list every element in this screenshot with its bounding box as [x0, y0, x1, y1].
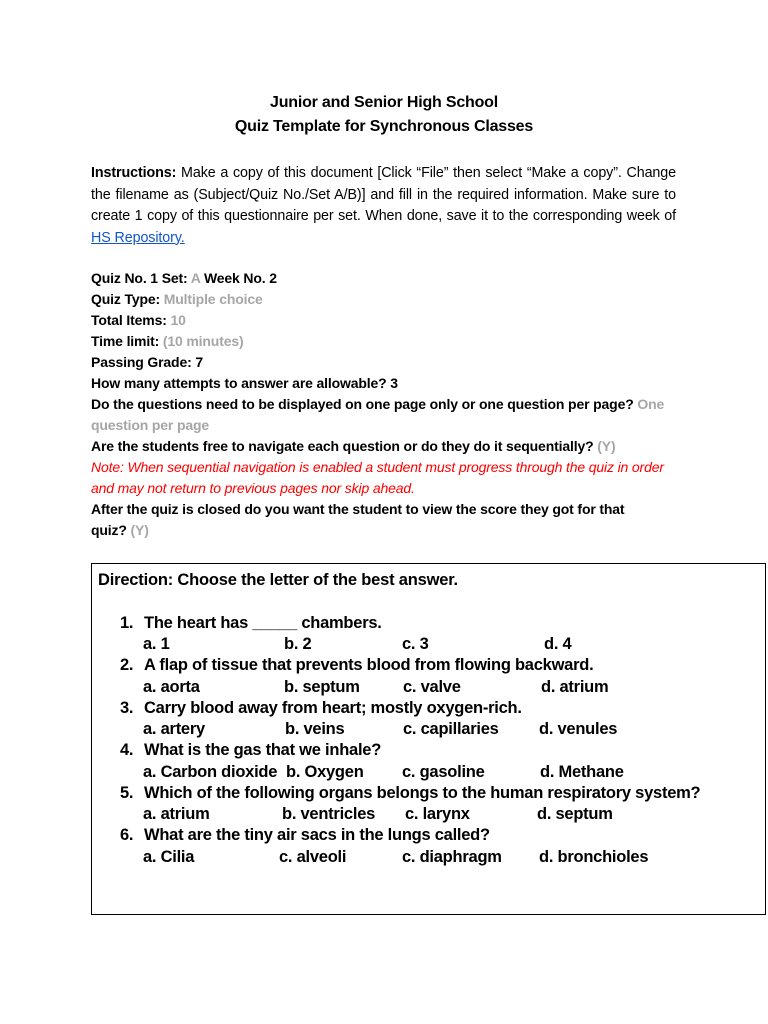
option: d. Methane — [540, 763, 624, 781]
quiz-type-value: Multiple choice — [163, 291, 263, 307]
navigation-note: Note: When sequential navigation is enabled a student must progress through the quiz in order and may not return to previous pages nor skip ahead. — [91, 459, 664, 496]
option: a. 1 — [143, 635, 170, 653]
option: c. larynx — [405, 805, 470, 823]
option: c. valve — [403, 678, 461, 696]
question-4: 4. What is the gas that we inhale? — [120, 741, 382, 759]
option: b. Oxygen — [286, 763, 364, 781]
navigate-line: Are the students free to navigate each question or do they do it sequentially? (Y) — [91, 438, 616, 454]
option: a. aorta — [143, 678, 200, 696]
set-value: A — [190, 270, 201, 286]
display-value: One question per page — [91, 396, 665, 433]
hs-repository-link[interactable]: HS Repository. — [91, 229, 185, 246]
quiz-box — [91, 563, 766, 915]
option: d. 4 — [544, 635, 572, 653]
instructions-paragraph — [91, 163, 676, 249]
option: b. ventricles — [282, 805, 376, 823]
option: a. Cilia — [143, 848, 195, 866]
question-6: 6. What are the tiny air sacs in the lungs called? — [120, 826, 490, 844]
total-items-value: 10 — [170, 312, 186, 328]
attempts-line: How many attempts to answer are allowable? 3 — [91, 375, 398, 391]
option: b. 2 — [284, 635, 312, 653]
time-limit-line: Time limit: (10 minutes) — [91, 333, 244, 349]
question-1: 1. The heart has _____ chambers. — [120, 614, 382, 632]
option: c. capillaries — [403, 720, 499, 738]
option: a. Carbon dioxide — [143, 763, 278, 781]
option: c. 3 — [402, 635, 429, 653]
quiz-type-line: Quiz Type: Multiple choice — [91, 291, 263, 307]
instructions-label: Instructions: — [91, 165, 177, 181]
option: b. veins — [285, 720, 345, 738]
option: d. septum — [537, 805, 613, 823]
option: b. septum — [284, 678, 360, 696]
option: a. artery — [143, 720, 205, 738]
display-line: Do the questions need to be displayed on one page only or one question per page? One question per page — [91, 396, 665, 433]
score-line: After the quiz is closed do you want the student to view the score they got for that quiz? (Y) — [91, 501, 625, 538]
option: c. gasoline — [402, 763, 485, 781]
question-2: 2. A flap of tissue that prevents blood from flowing backward. — [120, 656, 594, 674]
passing-grade-line: Passing Grade: 7 — [91, 354, 203, 370]
time-limit-value: (10 minutes) — [162, 333, 244, 349]
question-3: 3. Carry blood away from heart; mostly oxygen-rich. — [120, 699, 522, 717]
option: c. diaphragm — [402, 848, 502, 866]
school-title: Junior and Senior High School — [270, 94, 498, 111]
option: d. bronchioles — [539, 848, 649, 866]
navigate-value: (Y) — [597, 438, 616, 454]
quiz-info — [91, 268, 691, 541]
option: c. alveoli — [279, 848, 347, 866]
instructions-text: Make a copy of this document [Click “File” then select “Make a copy”. Change the filename as (Subject/Quiz No./Set A/B)] and fill in the required information. Make sure to create 1 copy of this questionnaire per set. When done, save it to the corresponding week of — [91, 165, 676, 224]
quiz-direction: Direction: Choose the letter of the best answer. — [98, 571, 458, 589]
question-5: 5. Which of the following organs belongs to the human respiratory system? — [120, 784, 701, 802]
total-items-line: Total Items: 10 — [91, 312, 186, 328]
option: a. atrium — [143, 805, 210, 823]
option: d. atrium — [541, 678, 609, 696]
option: d. venules — [539, 720, 618, 738]
score-value: (Y) — [130, 522, 149, 538]
template-title: Quiz Template for Synchronous Classes — [234, 118, 534, 135]
quiz-set-week-line: Quiz No. 1 Set: A Week No. 2 — [91, 270, 277, 286]
